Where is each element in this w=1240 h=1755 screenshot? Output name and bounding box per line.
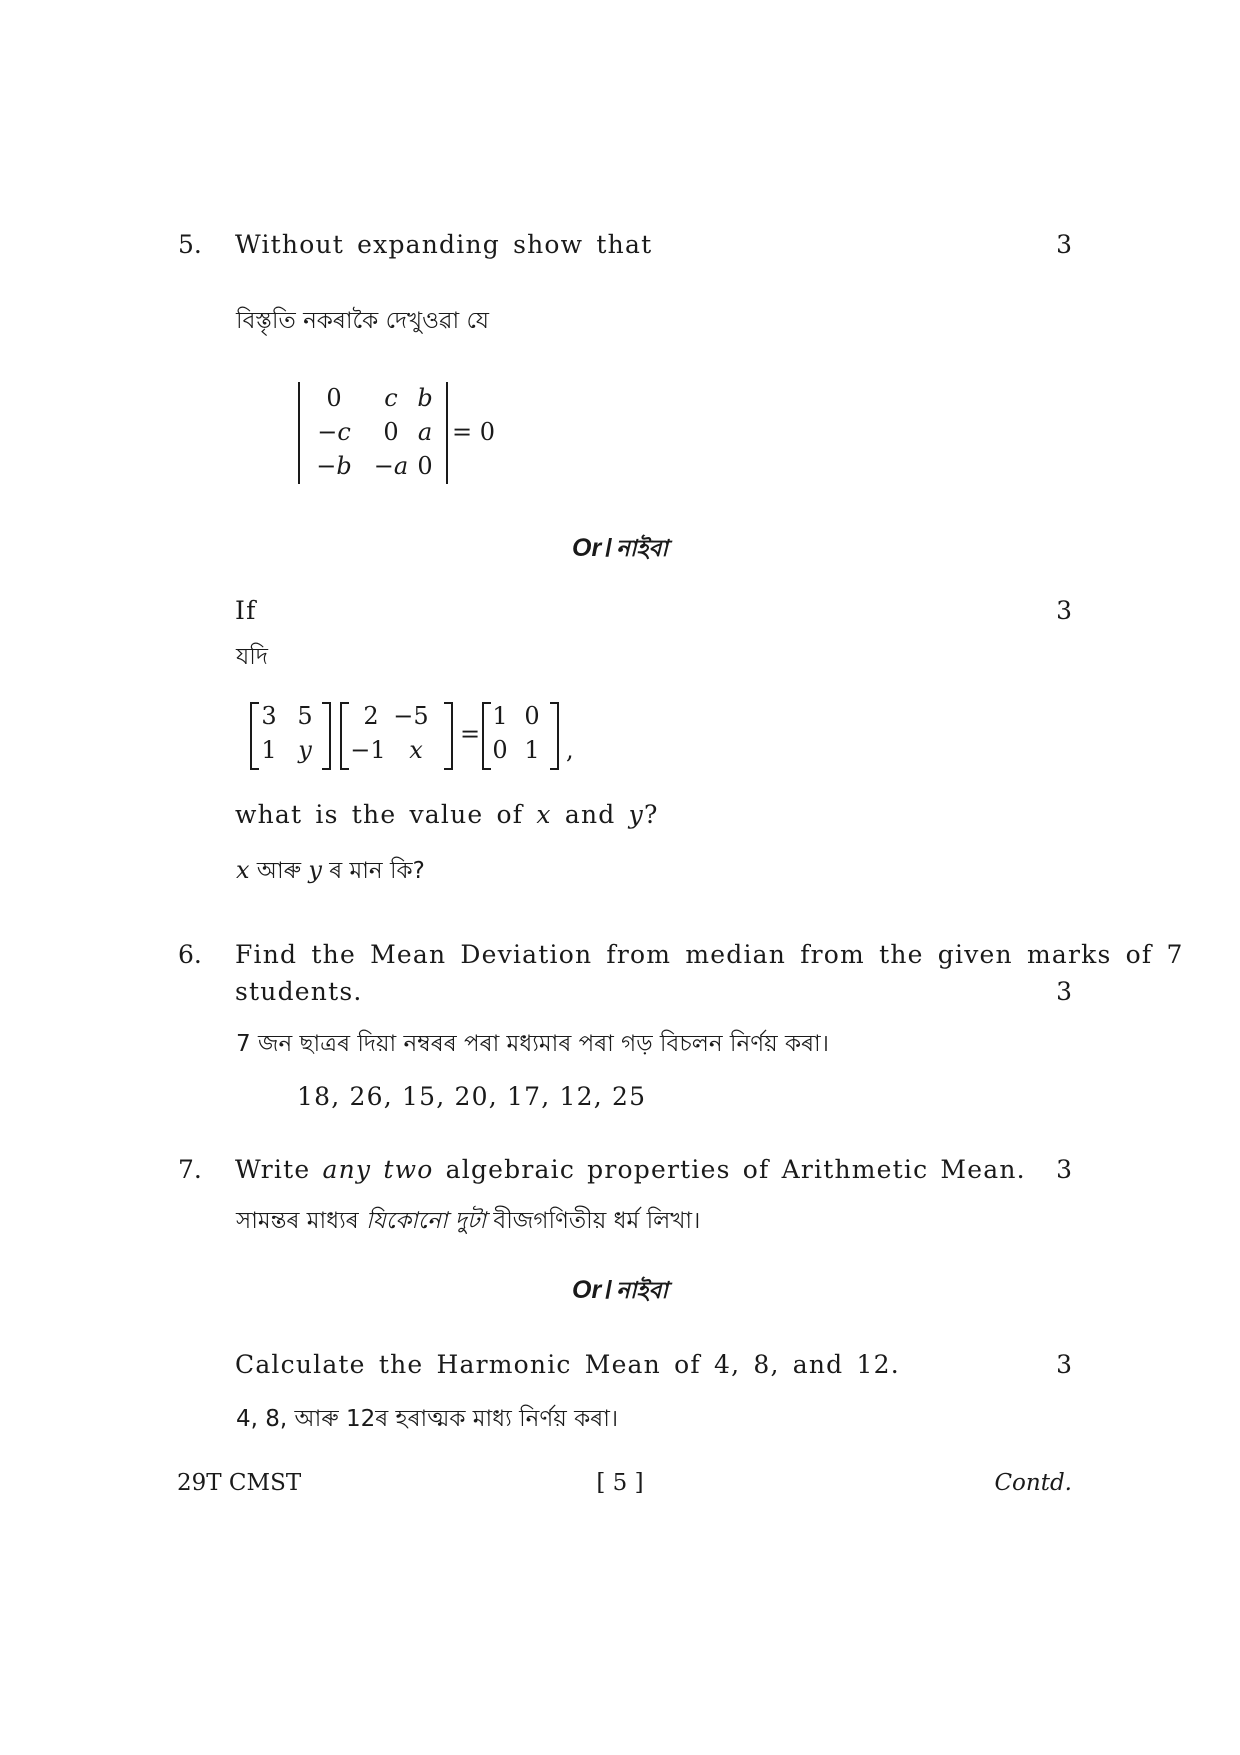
- q7-text-post: algebraic properties of Arithmetic Mean.: [445, 1155, 1026, 1184]
- question-6-line-2: students.: [235, 977, 363, 1006]
- matrix-2-right-bracket: [444, 702, 453, 770]
- or-label-as: নাইবা: [616, 536, 668, 562]
- question-6-text-assamese: 7 জন ছাত্ৰৰ দিয়া নম্বৰৰ পৰা মধ্যমাৰ পৰা গড় বিচলন নিৰ্ণয় কৰা।: [236, 1031, 829, 1057]
- det-cell-1-1: 0: [326, 384, 342, 412]
- determinant-right-bar: [446, 382, 448, 484]
- m1-cell-2-2: y: [298, 736, 312, 764]
- det-cell-3-1: −b: [316, 452, 352, 480]
- question-6-data: 18, 26, 15, 20, 17, 12, 25: [297, 1082, 647, 1111]
- m2-cell-2-1: −1: [350, 736, 386, 764]
- var-y-as: y: [308, 856, 322, 884]
- det-cell-2-2: 0: [383, 418, 399, 446]
- m2-cell-1-2: −5: [393, 702, 429, 730]
- det-cell-1-2: c: [384, 384, 398, 412]
- question-6-marks: 3: [1056, 977, 1072, 1006]
- q7-as-post: বীজগণিতীয় ধৰ্ম লিখা।: [493, 1208, 701, 1234]
- var-x: x: [536, 800, 552, 829]
- det-cell-3-2: −a: [373, 452, 409, 480]
- m1-cell-1-1: 3: [261, 702, 277, 730]
- or-slash: /: [605, 534, 613, 562]
- m1-cell-2-1: 1: [261, 736, 277, 764]
- question-5-alt-if: If: [235, 596, 257, 625]
- as-and: আৰু: [256, 858, 302, 884]
- question-5-alt-question: [235, 800, 659, 829]
- question-7-alt-text-assamese: 4, 8, আৰু 12ৰ হৰাত্মক মাধ্য নিৰ্ণয় কৰা।: [236, 1406, 619, 1432]
- or-label-en-2: Or: [572, 1276, 602, 1304]
- question-5-alt-if-assamese: যদি: [236, 644, 268, 670]
- m3-cell-1-2: 0: [524, 702, 540, 730]
- or-separator-2: [0, 1272, 1240, 1311]
- determinant-left-bar: [298, 382, 300, 484]
- question-5-alt-marks: 3: [1056, 596, 1072, 625]
- question-7-text: [235, 1155, 1026, 1184]
- question-7-marks: 3: [1056, 1155, 1072, 1184]
- m1-cell-1-2: 5: [297, 702, 313, 730]
- or-separator-1: [0, 530, 1240, 569]
- question-7-number: 7.: [178, 1155, 202, 1184]
- matrix-trailing-comma: ,: [566, 736, 574, 764]
- q7-as-pre: সামন্তৰ মাধ্যৰ: [236, 1208, 359, 1234]
- m3-cell-2-1: 0: [492, 736, 508, 764]
- question-mark: ?: [643, 800, 659, 829]
- question-7-alt-marks: 3: [1056, 1350, 1072, 1379]
- question-7-alt-text: Calculate the Harmonic Mean of 4, 8, and 12.: [235, 1350, 900, 1379]
- determinant-rhs: = 0: [452, 418, 496, 446]
- matrix-equation: [248, 700, 588, 770]
- question-6-line-1: Find the Mean Deviation from median from the given marks of 7: [235, 940, 1184, 969]
- or-label-as-2: নাইবা: [616, 1278, 668, 1304]
- det-cell-1-3: b: [417, 384, 433, 412]
- question-5-text: Without expanding show that: [235, 230, 653, 259]
- question-5-marks: 3: [1056, 230, 1072, 259]
- matrix-equals: =: [460, 720, 481, 748]
- det-cell-2-3: a: [417, 418, 433, 446]
- q7-as-em: যিকোনো দুটা: [366, 1208, 487, 1234]
- question-5-alt-question-assamese: [236, 852, 425, 891]
- q7-text-pre: Write: [235, 1155, 311, 1184]
- question-text-pre: what is the value of: [235, 800, 524, 829]
- or-slash-2: /: [605, 1276, 613, 1304]
- question-5-number: 5.: [178, 230, 202, 259]
- determinant: [296, 380, 516, 485]
- question-7-text-assamese: [236, 1202, 700, 1241]
- and-word: and: [564, 800, 616, 829]
- m3-cell-2-2: 1: [524, 736, 540, 764]
- det-cell-2-1: −c: [317, 418, 351, 446]
- footer-paper-code: 29T CMST: [177, 1470, 302, 1496]
- var-x-as: x: [236, 856, 250, 884]
- footer-contd: Contd.: [994, 1470, 1072, 1496]
- or-label-en: Or: [572, 534, 602, 562]
- question-5-text-assamese: বিস্তৃতি নকৰাকৈ দেখুওৱা যে: [236, 308, 490, 334]
- det-cell-3-3: 0: [417, 452, 433, 480]
- as-question-end: ৰ মান কি?: [329, 858, 425, 884]
- question-6-number: 6.: [178, 940, 202, 969]
- var-y: y: [628, 800, 644, 829]
- matrix-1-right-bracket: [322, 702, 331, 770]
- q7-text-em: any two: [322, 1155, 434, 1184]
- m2-cell-2-2: x: [409, 736, 423, 764]
- m3-cell-1-1: 1: [492, 702, 508, 730]
- m2-cell-1-1: 2: [363, 702, 379, 730]
- matrix-3-right-bracket: [550, 702, 559, 770]
- footer-page-number: [ 5 ]: [596, 1470, 644, 1496]
